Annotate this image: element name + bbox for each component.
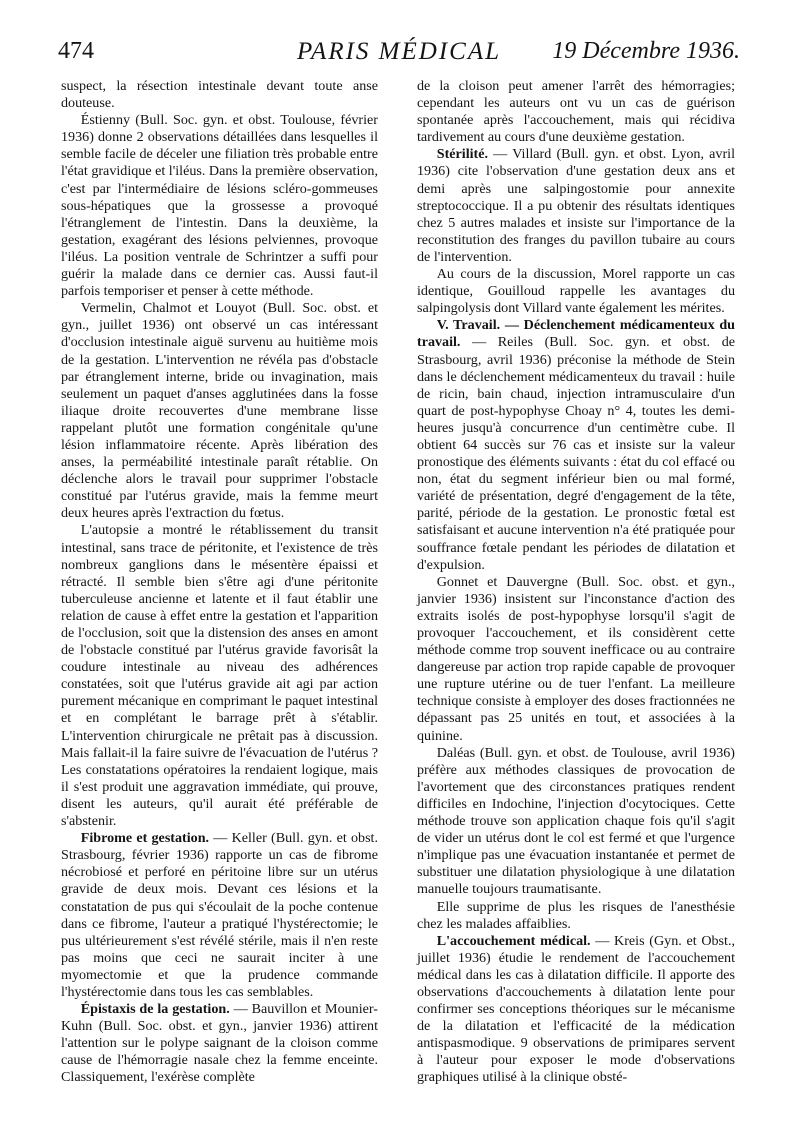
page-header xyxy=(58,38,740,78)
section-lead: L'accouchement médical. xyxy=(436,932,591,949)
paragraph: L'autopsie a montré le rétablissement du transit intestinal, sans trace de péritonite, et l'existence de très nombreux ganglions dans le mésentère épaissi et rétracté. Il semble bien s'être agi d'une péritonite tuberculeuse ancienne et latente et il faut établir une relation de cause à effet entre la gestation et l'apparition de l'occlusion, soit que la distension des anses en amont de l'obstacle constitué par l'utérus gravide favorisât la coudure intestinale au niveau des adhérences constatées, soit que l'utérus gravide ait agi par action purement mécanique en comprimant le paquet intestinal et en complétant le barrage prêt à s'établir. L'intervention chirurgicale ne prêtait pas à discussion. Mais fallait-il la faire suivre de l'évacuation de l'utérus ? Les constatations opératoires la rendaient logique, mais il s'est produit une aggravation immédiate, qui prouve, disent les auteurs, qu'il aurait été préférable de s'abstenir. xyxy=(61,522,378,830)
paragraph: de la cloison peut amener l'arrêt des hémorragies; cependant les auteurs ont vu un cas de guérison spontanée après l'accouchement, mais qui récidiva tardivement au cours d'une deuxième gestation. xyxy=(417,78,735,146)
section-lead: Stérilité. xyxy=(436,146,488,163)
issue-date: 19 Décembre 1936. xyxy=(552,38,740,64)
paragraph: Fibrome et gestation. — Keller (Bull. gyn. et obst. Strasbourg, février 1936) rapporte un cas de fibrome nécrobiosé et perforé en péritoine libre sur un utérus gravide de deux mois. Devant ces lésions et la constatation de pus qui s'écoulait de la poche contenue dans ce fibrome, l'auteur a pratiqué l'hystérectomie; le pus ultérieurement s'est révélé stérile, mais il n'en reste pas moins que ceci ne saurait inciter à une myomectomie et que la prudence commande l'hystérectomie dans tous les cas semblables. xyxy=(61,830,378,1000)
journal-title: PARIS MÉDICAL xyxy=(297,38,501,65)
paragraph: Éstienny (Bull. Soc. gyn. et obst. Toulouse, février 1936) donne 2 observations détaillées dans lesquelles il semble facile de déceler une filiation très probable entre l'état gravidique et l'iléus. Dans la première observation, c'est par l'intermédiaire de lésions scléro-gommeuses sous-hépatiques que la grossesse a provoqué l'étranglement de l'intestin. Dans la deuxième, la gestation, exagérant des lésions pelviennes, provoque l'iléus. La position ventrale de Schrintzer a suffi pour guérir la malade dans ce dernier cas. Aussi faut-il parfois temporiser et penser à cette méthode. xyxy=(61,112,378,300)
section-heading: V. Travail. — Déclenchement médicamenteux du travail. xyxy=(417,317,735,351)
paragraph: Elle supprime de plus les risques de l'anesthésie chez les malades affaiblies. xyxy=(417,898,735,932)
left-column xyxy=(61,78,378,1087)
paragraph: Au cours de la discussion, Morel rapporte un cas identique, Gouilloud rappelle les avantages du salpingolysis dont Villard vante également les mérites. xyxy=(417,266,735,317)
paragraph: suspect, la résection intestinale devant toute anse douteuse. xyxy=(61,78,378,112)
paragraph: L'accouchement médical. — Kreis (Gyn. et Obst., juillet 1936) étudie le rendement de l'accouchement médical dans les cas à dilatation difficile. Il apporte des observations d'accouchements à dilatation lente pour confirmer ses conceptions théoriques sur le mécanisme de la dilatation et l'efficacité de la médication antispasmodique. 9 observations de primipares servent à l'auteur pour exposer le mode d'observations graphiques utilisé à la clinique obsté- xyxy=(417,932,735,1086)
paragraph: V. Travail. — Déclenchement médicamenteux du travail. — Reiles (Bull. Soc. gyn. et obst. de Strasbourg, avril 1936) préconise la méthode de Stein dans le déclenchement médicamenteux du travail : huile de ricin, bain chaud, injection intramusculaire d'un quart de post-hypophyse Choay n° 4, toutes les demi-heures jusqu'à concurrence d'un centimètre cube. Il obtient 64 succès sur 76 cas et insiste sur la valeur pronostique des éléments suivants : état du col effacé ou non, état du segment inférieur bien ou mal formé, variété de présentation, degré d'engagement de la tête, parité, période de la gestation. Le pronostic fœtal est satisfaisant et aucune intervention n'a été pratiquée pour souffrance fœtale pendant les périodes de dilatation et d'expulsion. xyxy=(417,317,735,573)
paragraph: Vermelin, Chalmot et Louyot (Bull. Soc. obst. et gyn., juillet 1936) ont observé un cas intéressant d'occlusion intestinale aiguë survenu au huitième mois de la gestation. L'intervention ne révéla pas d'obstacle par étranglement interne, bride ou invagination, mais seulement un paquet d'anses agglutinées dans la fosse iliaque droite recouvertes d'une membrane lisse rappelant plutôt une formation congénitale qu'une lésion inflammatoire récente. Après libération des anses, la perméabilité intestinale paraît rétablie. On déclenche alors le travail pour supprimer l'obstacle constitué par l'utérus gravide, mais la femme meurt deux heures après l'extraction du fœtus. xyxy=(61,300,378,522)
paragraph: Gonnet et Dauvergne (Bull. Soc. obst. et gyn., janvier 1936) insistent sur l'inconstance d'action des extraits isolés de post-hypophyse lorsqu'il s'agit de provoquer l'accouchement, et ils considèrent cette méthode comme trop souvent inefficace ou au contraire dangereuse par action trop rapide capable de provoquer une rupture utérine ou de tuer l'enfant. La meilleure technique consiste à employer des doses fractionnées ne dépassant pas 25 unités en tout, et associées à la quinine. xyxy=(417,573,735,744)
page-number: 474 xyxy=(58,38,94,64)
section-lead: Fibrome et gestation. xyxy=(80,830,210,847)
paragraph: Épistaxis de la gestation. — Bauvillon et Mounier-Kuhn (Bull. Soc. obst. et gyn., janvier 1936) attirent l'attention sur le polype saignant de la cloison comme cause de l'hémorragie nasale chez la femme enceinte. Classiquement, l'exérèse complète xyxy=(61,1001,378,1086)
right-column xyxy=(417,78,735,1087)
paragraph: Daléas (Bull. gyn. et obst. de Toulouse, avril 1936) préfère aux méthodes classiques de provocation de l'avortement que des circonstances pratiques rendent difficiles en Indochine, l'injection d'ocytociques. Cette méthode trouve son application chaque fois qu'il s'agit de vider un utérus dont le col est fermé et que l'urgence n'implique pas une évacuation instantanée et permet de substituer une dilatation physiologique à une dilatation manuelle toujours traumatisante. xyxy=(417,744,735,898)
paragraph: Stérilité. — Villard (Bull. gyn. et obst. Lyon, avril 1936) cite l'observation d'une gestation deux ans et demi après une salpingostomie pour annexite streptococcique. Il a pu obtenir des résultats identiques chez 5 autres malades et insiste sur l'importance de la reconstitution des franges du pavillon tubaire au cours de l'intervention. xyxy=(417,146,735,265)
section-lead: Épistaxis de la gestation. xyxy=(80,1001,230,1018)
